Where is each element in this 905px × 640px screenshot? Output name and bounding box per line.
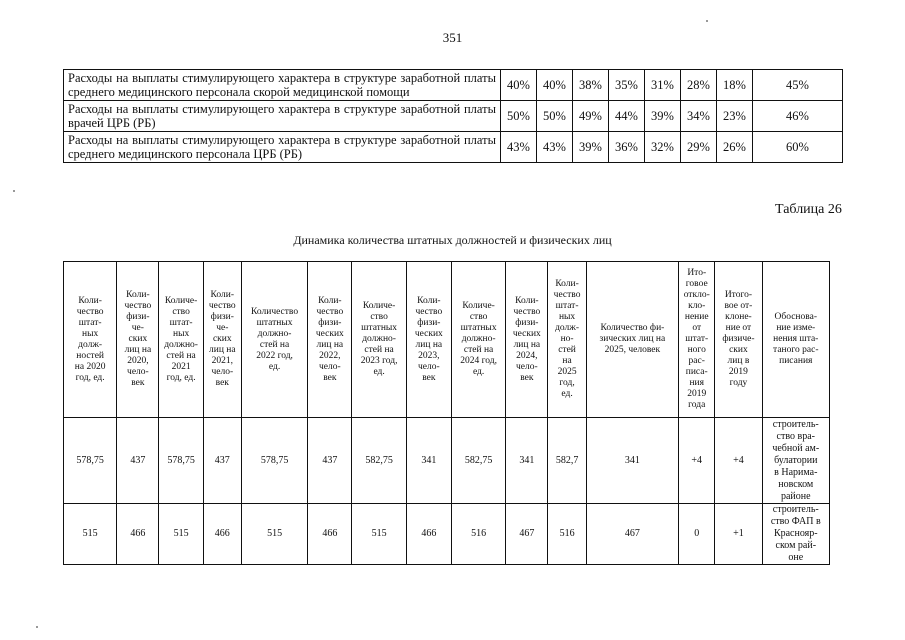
table-cell: 466 <box>308 504 352 565</box>
indicator-value: 34% <box>681 101 717 132</box>
table-cell: 582,75 <box>451 418 505 504</box>
table-cell: строитель- ство ФАП в Краснояр- ском рай- оне <box>762 504 829 565</box>
indicator-description: Расходы на выплаты стимулирующего характера в структуре заработной платы среднего медицинского персонала скорой медицинской помощи <box>64 70 501 101</box>
table-cell: 578,75 <box>241 418 307 504</box>
page-number: 351 <box>442 30 463 45</box>
indicator-value: 36% <box>609 132 645 163</box>
indicator-description: Расходы на выплаты стимулирующего характера в структуре заработной платы среднего медицинского персонала ЦРБ (РБ) <box>64 132 501 163</box>
column-header: Коли- чество штат- ных долж- но- стей на 2025 год, ед. <box>548 262 586 418</box>
indicator-row <box>64 132 843 163</box>
table-cell: 341 <box>506 418 548 504</box>
indicator-value: 26% <box>717 132 753 163</box>
table-cell: +4 <box>715 418 762 504</box>
indicator-value: 43% <box>537 132 573 163</box>
table-caption: Динамика количества штатных должностей и физических лиц <box>293 233 612 247</box>
column-header: Количе- ство штатных должно- стей на 2024 год, ед. <box>451 262 505 418</box>
table-cell: 515 <box>241 504 307 565</box>
table-cell: 582,75 <box>352 418 406 504</box>
table-cell: 437 <box>117 418 159 504</box>
indicator-value: 31% <box>645 70 681 101</box>
indicator-row <box>64 101 843 132</box>
table-cell: 515 <box>159 504 203 565</box>
table-cell: 341 <box>406 418 451 504</box>
indicator-description: Расходы на выплаты стимулирующего характера в структуре заработной платы врачей ЦРБ (РБ) <box>64 101 501 132</box>
indicator-value: 28% <box>681 70 717 101</box>
indicator-value: 39% <box>645 101 681 132</box>
table-cell: 341 <box>586 418 678 504</box>
indicator-value: 23% <box>717 101 753 132</box>
staffing-dynamics-table <box>63 261 830 565</box>
table-number: Таблица 26 <box>775 202 842 217</box>
indicator-value: 40% <box>501 70 537 101</box>
indicator-value: 50% <box>537 101 573 132</box>
column-header: Количество фи- зических лиц на 2025, человек <box>586 262 678 418</box>
column-header: Обоснова- ние изме- нения шта- таного рас- писания <box>762 262 829 418</box>
indicator-value: 38% <box>573 70 609 101</box>
indicator-value: 29% <box>681 132 717 163</box>
indicator-value: 35% <box>609 70 645 101</box>
table-cell: 466 <box>406 504 451 565</box>
scan-mark <box>36 626 38 628</box>
table-cell: 515 <box>64 504 117 565</box>
column-header: Ито- говое откло- кло- нение от штат- ного рас- писа- ния 2019 года <box>679 262 715 418</box>
indicator-value: 46% <box>753 101 843 132</box>
table-row <box>64 504 830 565</box>
table-cell: 437 <box>203 418 241 504</box>
table-cell: 437 <box>308 418 352 504</box>
table-cell: 578,75 <box>159 418 203 504</box>
table-cell: 516 <box>548 504 586 565</box>
table-cell: 467 <box>586 504 678 565</box>
column-header: Коли- чество физи- ческих лиц на 2023, чело- век <box>406 262 451 418</box>
indicator-value: 40% <box>537 70 573 101</box>
scan-mark <box>706 20 708 22</box>
scan-mark <box>13 190 15 192</box>
column-header: Коли- чество физи- ческих лиц на 2022, чело- век <box>308 262 352 418</box>
indicator-value: 60% <box>753 132 843 163</box>
table-cell: 578,75 <box>64 418 117 504</box>
indicator-row <box>64 70 843 101</box>
column-header: Коли- чество штат- ных долж- ностей на 2020 год, ед. <box>64 262 117 418</box>
column-header: Итого- вое от- клоне- ние от физиче- ских лиц в 2019 году <box>715 262 762 418</box>
table-cell: 466 <box>203 504 241 565</box>
indicator-value: 18% <box>717 70 753 101</box>
table-cell: 467 <box>506 504 548 565</box>
indicator-value: 49% <box>573 101 609 132</box>
indicator-value: 44% <box>609 101 645 132</box>
table-row <box>64 418 830 504</box>
table-cell: строитель- ство вра- чебной ам- булатории в Нарима- новском районе <box>762 418 829 504</box>
table-cell: 516 <box>451 504 505 565</box>
table-cell: +1 <box>715 504 762 565</box>
table-cell: 515 <box>352 504 406 565</box>
table-cell: +4 <box>679 418 715 504</box>
table-cell: 466 <box>117 504 159 565</box>
table-cell: 582,7 <box>548 418 586 504</box>
header-row <box>64 262 830 418</box>
table-cell: 0 <box>679 504 715 565</box>
indicator-value: 45% <box>753 70 843 101</box>
column-header: Количество штатных должно- стей на 2022 год, ед. <box>241 262 307 418</box>
indicator-value: 50% <box>501 101 537 132</box>
indicator-value: 32% <box>645 132 681 163</box>
column-header: Количе- ство штат- ных должно- стей на 2021 год, ед. <box>159 262 203 418</box>
indicator-value: 43% <box>501 132 537 163</box>
column-header: Коли- чество физи- ческих лиц на 2024, чело- век <box>506 262 548 418</box>
indicator-value: 39% <box>573 132 609 163</box>
column-header: Коли- чество физи- че- ских лиц на 2020, чело- век <box>117 262 159 418</box>
indicators-table <box>63 69 843 163</box>
column-header: Коли- чество физи- че- ских лиц на 2021, чело- век <box>203 262 241 418</box>
column-header: Количе- ство штатных должно- стей на 2023 год, ед. <box>352 262 406 418</box>
